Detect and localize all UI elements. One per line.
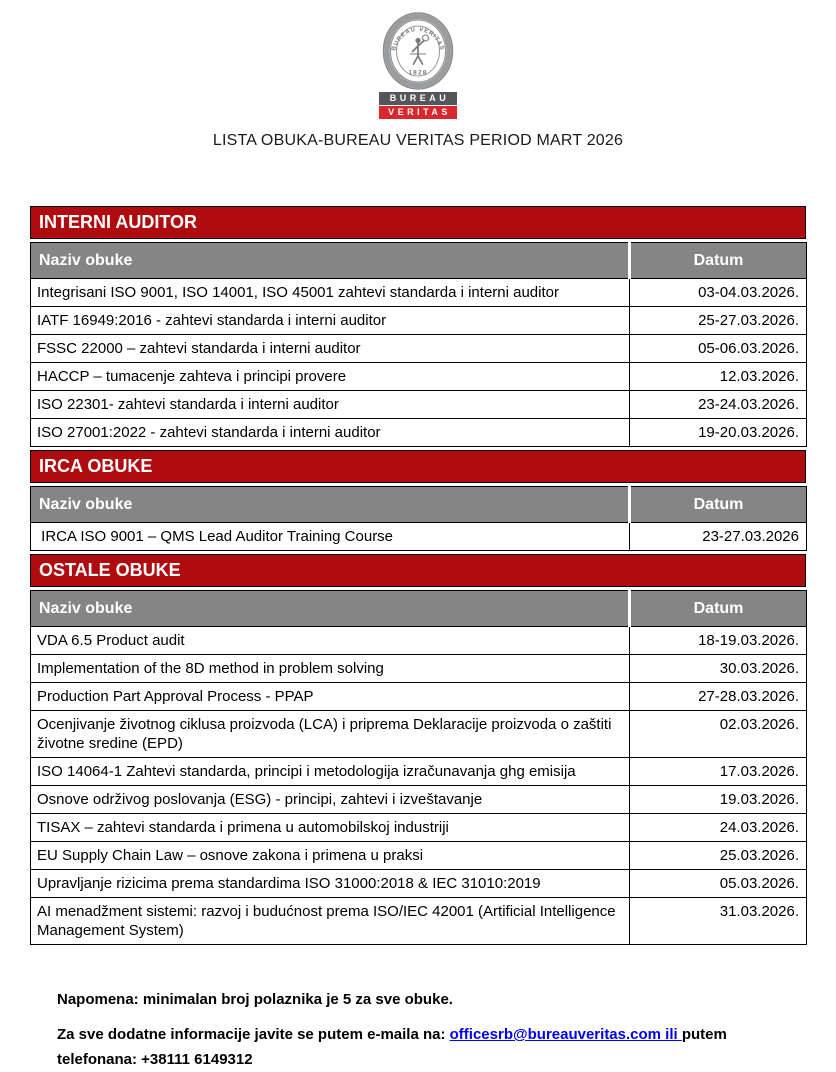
column-header-datum: Datum: [630, 591, 807, 627]
course-name-cell: TISAX – zahtevi standarda i primena u automobilskoj industriji: [31, 814, 630, 842]
course-name-cell: Integrisani ISO 9001, ISO 14001, ISO 45001 zahtevi standarda i interni auditor: [31, 279, 630, 307]
table-row: [31, 307, 807, 335]
bureau-veritas-emblem-icon: [376, 12, 460, 90]
table-row: [31, 814, 807, 842]
course-date-cell: 19-20.03.2026.: [630, 419, 807, 447]
course-date-cell: 02.03.2026.: [630, 711, 807, 758]
course-date-cell: 05-06.03.2026.: [630, 335, 807, 363]
table-row: [31, 870, 807, 898]
course-name-cell: Osnove održivog poslovanja (ESG) - principi, zahtevi i izveštavanje: [31, 786, 630, 814]
contact-note: [57, 1022, 796, 1072]
table-row: [31, 419, 807, 447]
table-row: [31, 655, 807, 683]
course-date-cell: 12.03.2026.: [630, 363, 807, 391]
brand-veritas-label: VERITAS: [379, 106, 457, 119]
contact-text-line1: putem: [681, 1026, 727, 1043]
table-row: [31, 363, 807, 391]
column-header-naziv: Naziv obuke: [31, 487, 630, 523]
course-date-cell: 17.03.2026.: [630, 758, 807, 786]
section-table: [30, 242, 807, 447]
training-sections: [30, 206, 806, 945]
course-name-cell: IATF 16949:2016 - zahtevi standarda i interni auditor: [31, 307, 630, 335]
course-date-cell: 24.03.2026.: [630, 814, 807, 842]
section-header: INTERNI AUDITOR: [30, 206, 806, 239]
column-header-datum: Datum: [630, 243, 807, 279]
course-name-cell: ISO 14064-1 Zahtevi standarda, principi i metodologija izračunavanja ghg emisija: [31, 758, 630, 786]
table-row: [31, 627, 807, 655]
bureau-veritas-logo: [0, 0, 836, 119]
course-name-cell: EU Supply Chain Law – osnove zakona i primena u praksi: [31, 842, 630, 870]
course-name-cell: ISO 27001:2022 - zahtevi standarda i interni auditor: [31, 419, 630, 447]
course-date-cell: 31.03.2026.: [630, 898, 807, 945]
column-header-row: [31, 243, 807, 279]
brand-wordmark: [379, 92, 457, 119]
course-date-cell: 30.03.2026.: [630, 655, 807, 683]
course-name-cell: Upravljanje rizicima prema standardima ISO 31000:2018 & IEC 31010:2019: [31, 870, 630, 898]
email-link[interactable]: officesrb@bureauveritas.com ili: [449, 1026, 682, 1043]
table-row: [31, 898, 807, 945]
course-name-cell: FSSC 22000 – zahtevi standarda i interni auditor: [31, 335, 630, 363]
section-header: OSTALE OBUKE: [30, 554, 806, 587]
course-date-cell: 25-27.03.2026.: [630, 307, 807, 335]
svg-text:BUREAU VERITAS: BUREAU VERITAS: [391, 26, 445, 52]
course-name-cell: Production Part Approval Process - PPAP: [31, 683, 630, 711]
course-name-cell: ISO 22301- zahtevi standarda i interni auditor: [31, 391, 630, 419]
course-date-cell: 25.03.2026.: [630, 842, 807, 870]
column-header-row: [31, 591, 807, 627]
table-row: [31, 683, 807, 711]
table-row: [31, 842, 807, 870]
contact-text-prefix: Za sve dodatne informacije javite se putem e-maila na:: [57, 1026, 450, 1043]
course-date-cell: 23-24.03.2026.: [630, 391, 807, 419]
course-name-cell: IRCA ISO 9001 – QMS Lead Auditor Training Course: [31, 523, 630, 551]
brand-bureau-label: BUREAU: [379, 92, 457, 105]
footer-notes: [57, 991, 796, 1072]
contact-text-line2: telefonana: +38111 6149312: [57, 1051, 253, 1068]
table-row: [31, 279, 807, 307]
course-name-cell: Implementation of the 8D method in problem solving: [31, 655, 630, 683]
table-row: [31, 758, 807, 786]
table-row: [31, 786, 807, 814]
column-header-naziv: Naziv obuke: [31, 243, 630, 279]
column-header-naziv: Naziv obuke: [31, 591, 630, 627]
section-header: IRCA OBUKE: [30, 450, 806, 483]
table-row: [31, 391, 807, 419]
page-title: LISTA OBUKA-BUREAU VERITAS PERIOD MART 2026: [212, 132, 624, 149]
table-row: [31, 523, 807, 551]
course-date-cell: 27-28.03.2026.: [630, 683, 807, 711]
note-min-participants: Napomena: minimalan broj polaznika je 5 za sve obuke.: [57, 991, 453, 1008]
course-name-cell: Ocenjivanje životnog ciklusa proizvoda (LCA) i priprema Deklaracije proizvoda o zaštiti životne sredine (EPD): [31, 711, 630, 758]
course-date-cell: 03-04.03.2026.: [630, 279, 807, 307]
table-row: [31, 335, 807, 363]
course-date-cell: 18-19.03.2026.: [630, 627, 807, 655]
column-header-datum: Datum: [630, 487, 807, 523]
course-date-cell: 23-27.03.2026: [630, 523, 807, 551]
course-name-cell: AI menadžment sistemi: razvoj i budućnost prema ISO/IEC 42001 (Artificial Intelligence Management System): [31, 898, 630, 945]
section-table: [30, 486, 807, 551]
course-name-cell: VDA 6.5 Product audit: [31, 627, 630, 655]
course-date-cell: 05.03.2026.: [630, 870, 807, 898]
course-name-cell: HACCP – tumacenje zahteva i principi provere: [31, 363, 630, 391]
svg-text:1828: 1828: [408, 69, 428, 77]
column-header-row: [31, 487, 807, 523]
table-row: [31, 711, 807, 758]
section-table: [30, 590, 807, 945]
course-date-cell: 19.03.2026.: [630, 786, 807, 814]
